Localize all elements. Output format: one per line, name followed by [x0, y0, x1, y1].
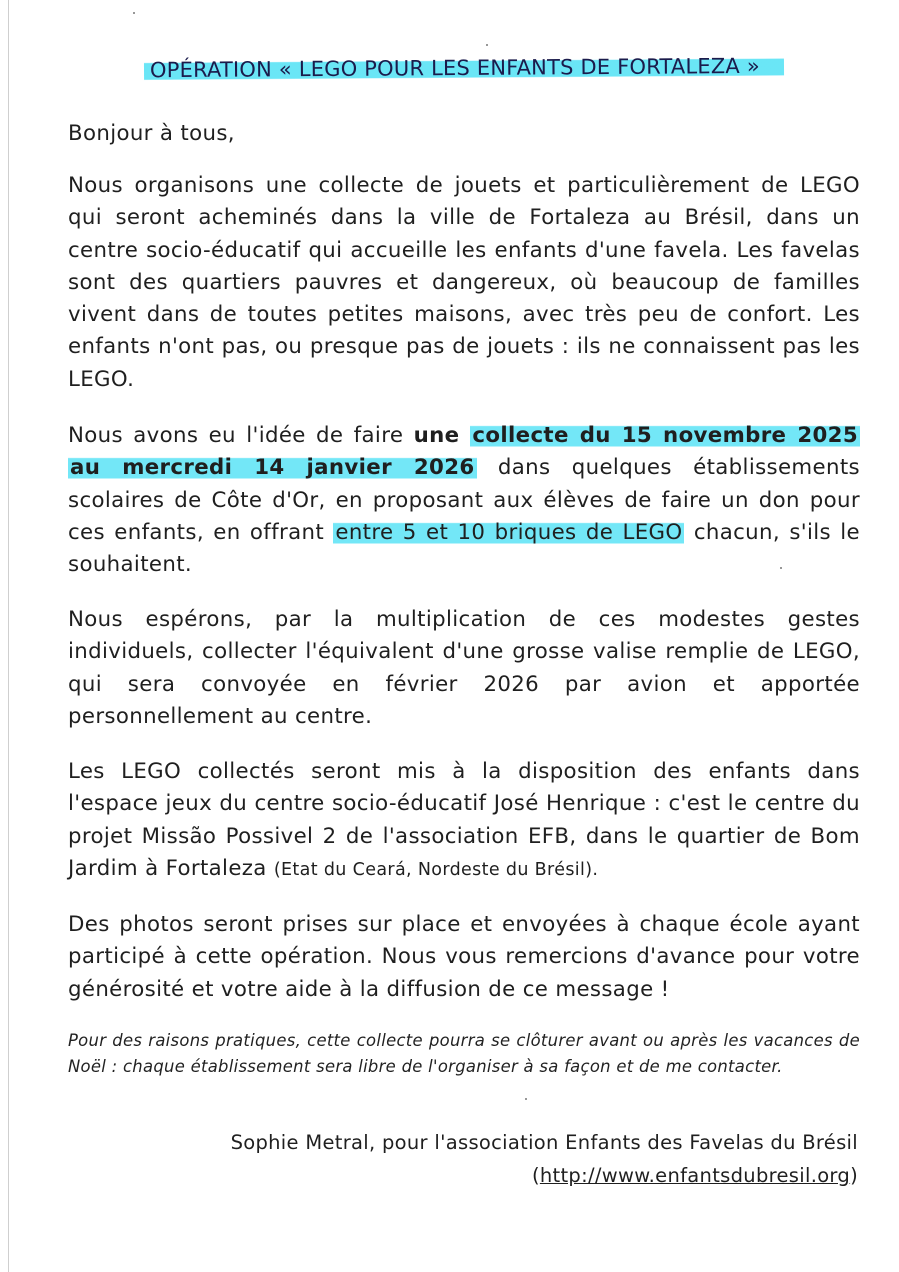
scan-speck — [525, 1098, 527, 1100]
page-title: OPÉRATION « LEGO POUR LES ENFANTS DE FORTALEZA » — [144, 54, 784, 82]
signature-line: Sophie Metral, pour l'association Enfants des Favelas du Brésil — [230, 1131, 858, 1154]
bricks-highlight: entre 5 et 10 briques de LEGO — [335, 519, 683, 545]
collection-text-end: chacun, s'ils le souhaitent. — [68, 519, 861, 578]
practical-note: Pour des raisons pratiques, cette collecte pourra se clôturer avant ou après les vacances de Noël : chaque établissement sera libre de l'organiser à sa façon et de me contacter. — [68, 1031, 860, 1076]
collection-text-middle: dans quelques établissements scolaires de Côte d'Or, en proposant aux élèves de faire un don pour ces enfants, en offrant — [68, 455, 860, 545]
collection-dates-highlight: collecte du 15 novembre 2025 au mercredi 14 janvier 2026 — [70, 423, 858, 481]
association-link[interactable]: http://www.enfantsdubresil.org — [539, 1164, 851, 1187]
paragraph-photos: Des photos seront prises sur place et envoyées à chaque école ayant participé à cette opération. Nous vous remercions d'avance pour votre générosité et votre aide à la diffusion de ce message ! — [68, 912, 860, 1002]
destination-text: Les LEGO collectés seront mis à la disposition des enfants dans l'espace jeux du centre socio-éducatif José Henrique : c'est le centre du projet Missão Possivel 2 de l'association EFB, dans le quartier de Bom Jardim à Fortaleza — [68, 759, 860, 881]
paren-open: ( — [531, 1164, 540, 1187]
signature-block — [231, 1126, 858, 1192]
paragraph-collection — [68, 420, 860, 581]
paragraph-destination — [68, 756, 860, 886]
scan-speck — [133, 12, 135, 14]
paragraph-intro: Nous organisons une collecte de jouets et particulièrement de LEGO qui seront acheminés dans la ville de Fortaleza au Brésil, dans un centre socio-éducatif qui accueille les enfants d'une favela. Les favelas sont des quartiers pauvres et dangereux, où beaucoup de familles vivent dans de toutes petites maisons, avec très peu de confort. Les enfants n'ont pas, ou presque pas de jouets : ils ne connaissent pas les LEGO. — [68, 173, 860, 392]
page-edge — [8, 0, 9, 1272]
scan-speck — [486, 44, 488, 46]
signature-url-line — [231, 1159, 858, 1192]
title-block — [104, 53, 824, 83]
destination-region: (Etat du Ceará, Nordeste du Brésil). — [273, 859, 599, 880]
paren-close: ) — [850, 1164, 858, 1187]
greeting: Bonjour à tous, — [68, 121, 235, 146]
collection-text-start: Nous avons eu l'idée de faire — [68, 423, 414, 448]
paragraph-hope: Nous espérons, par la multiplication de ces modestes gestes individuels, collecter l'équivalent d'une grosse valise remplie de LEGO, qui sera convoyée en février 2026 par avion et apportée personnellement au centre. — [68, 607, 860, 729]
collection-bold-word: une — [413, 423, 471, 448]
